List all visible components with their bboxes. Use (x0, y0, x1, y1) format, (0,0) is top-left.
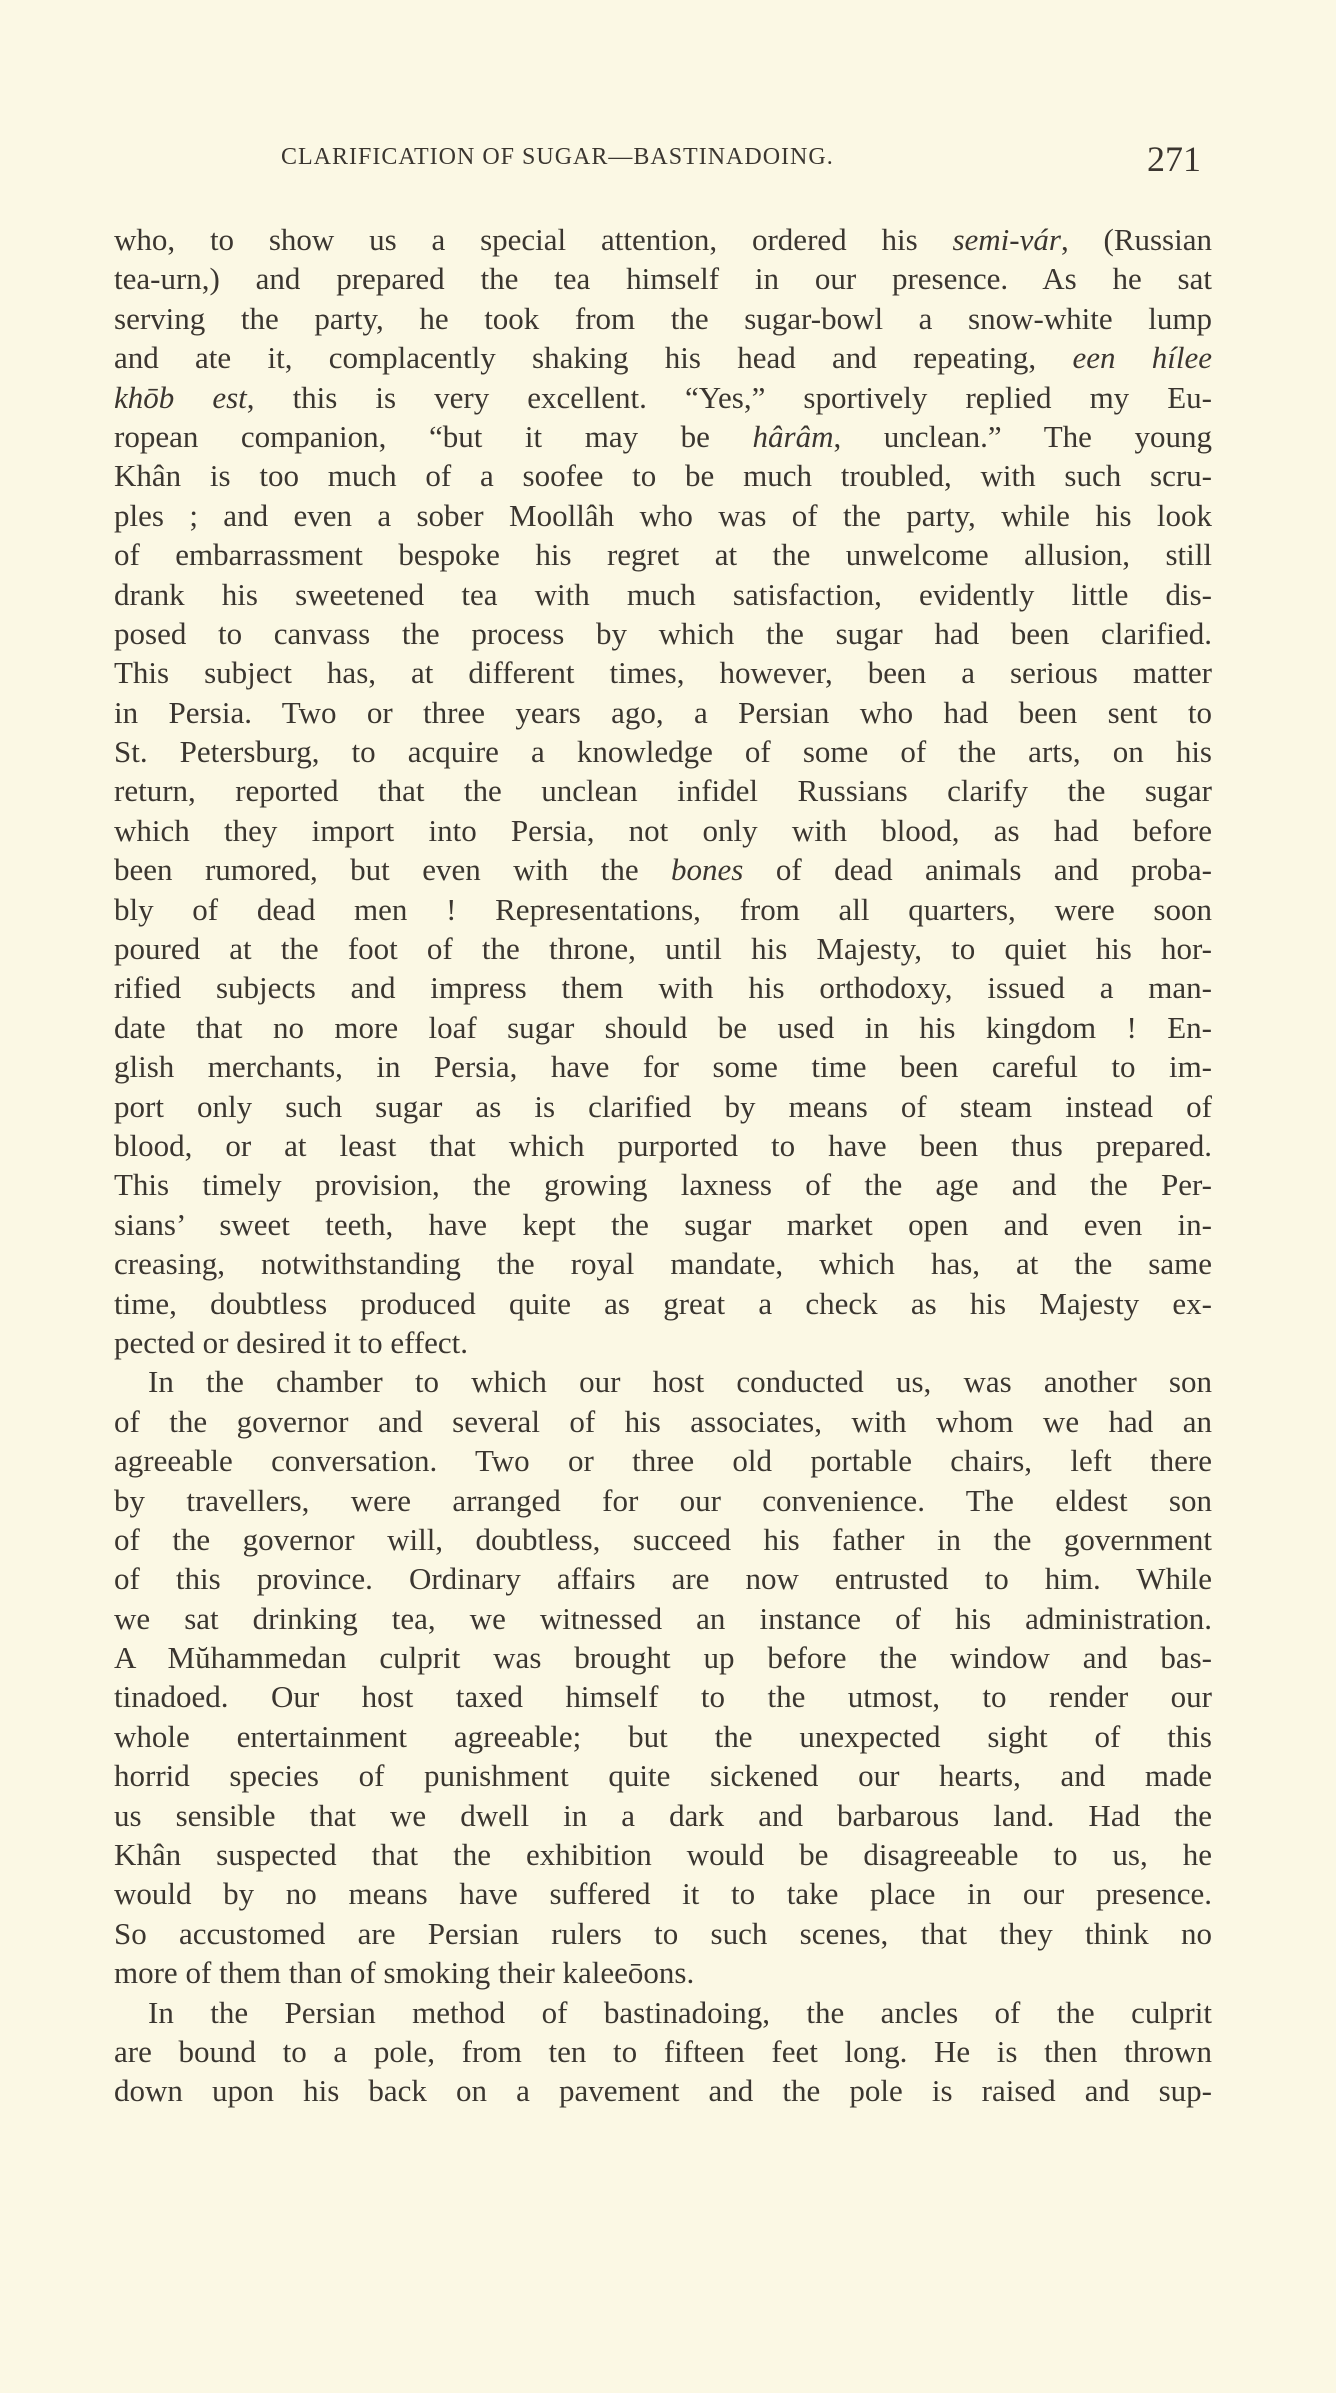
text-span: bly of dead men ! Representations, from all quarters, were soon (114, 891, 1212, 927)
text-line (114, 1008, 1212, 1047)
text-span: who, to show us a special attention, ordered his (114, 222, 953, 257)
text-span: , (Russian (1060, 222, 1212, 257)
text-line (114, 1796, 1212, 1835)
text-line (114, 732, 1212, 771)
text-span: return, reported that the unclean infidel Russians clarify the sugar (114, 773, 1212, 809)
text-span: of this province. Ordinary affairs are now entrusted to him. While (114, 1561, 1212, 1597)
text-line (114, 1953, 1212, 1992)
text-span: poured at the foot of the throne, until his Majesty, to quiet his hor- (114, 931, 1212, 967)
text-span: Khân is too much of a soofee to be much troubled, with such scru- (114, 458, 1212, 494)
text-span: ples ; and even a sober Moollâh who was of the party, while his look (114, 497, 1212, 533)
text-span: down upon his back on a pavement and the pole is raised and sup- (114, 2073, 1212, 2109)
text-span: are bound to a pole, from ten to fifteen feet long. He is then thrown (114, 2033, 1212, 2069)
italic-text: hârâm (752, 418, 834, 454)
text-span: in Persia. Two or three years ago, a Persian who had been sent to (114, 694, 1212, 730)
text-span: , unclean.” The young (833, 418, 1212, 454)
text-line (114, 1835, 1212, 1874)
text-span: of the governor will, doubtless, succeed his father in the government (114, 1521, 1212, 1557)
text-span: and ate it, complacently shaking his head and repeating, (114, 340, 1073, 376)
text-span: creasing, notwithstanding the royal mandate, which has, at the same (114, 1246, 1212, 1282)
text-span: A Mŭhammedan culprit was brought up before the window and bas- (114, 1640, 1212, 1676)
page-number: 271 (1147, 139, 1201, 179)
text-line (114, 968, 1212, 1007)
text-span: So accustomed are Persian rulers to such scenes, that they think no (114, 1915, 1212, 1951)
text-line (114, 1165, 1212, 1204)
text-line (114, 1914, 1212, 1953)
text-span: St. Petersburg, to acquire a knowledge of some of the arts, on his (114, 734, 1212, 770)
text-line (114, 1362, 1212, 1401)
running-head (281, 138, 1201, 178)
text-line (114, 1126, 1212, 1165)
body-text (114, 220, 1212, 2111)
text-line (114, 614, 1212, 653)
text-line (114, 1323, 1212, 1362)
text-span: posed to canvass the process by which the sugar had been clarified. (114, 615, 1212, 651)
text-line (114, 220, 1212, 259)
text-span: by travellers, were arranged for our convenience. The eldest son (114, 1482, 1212, 1518)
italic-text: bones (671, 852, 744, 888)
text-line (114, 1402, 1212, 1441)
text-line (114, 535, 1212, 574)
text-span: sians’ sweet teeth, have kept the sugar market open and even in- (114, 1206, 1212, 1242)
text-line (114, 456, 1212, 495)
text-line (114, 1677, 1212, 1716)
text-span: time, doubtless produced quite as great a check as his Majesty ex- (114, 1285, 1212, 1321)
text-line (114, 575, 1212, 614)
text-span: tinadoed. Our host taxed himself to the utmost, to render our (114, 1679, 1212, 1715)
text-line (114, 1047, 1212, 1086)
text-line (114, 417, 1212, 456)
text-span: This subject has, at different times, however, been a serious matter (114, 655, 1212, 691)
text-span: of embarrassment bespoke his regret at the unwelcome allusion, still (114, 537, 1212, 573)
text-span: Khân suspected that the exhibition would be disagreeable to us, he (114, 1837, 1212, 1873)
text-span: of dead animals and proba- (743, 852, 1212, 888)
text-span: been rumored, but even with the (114, 852, 672, 888)
text-span: horrid species of punishment quite sickened our hearts, and made (114, 1758, 1212, 1794)
text-span: would by no means have suffered it to take place in our presence. (114, 1876, 1212, 1912)
text-line (114, 1638, 1212, 1677)
text-line (114, 1520, 1212, 1559)
text-line (114, 2032, 1212, 2071)
text-line (114, 1874, 1212, 1913)
text-line (114, 338, 1212, 377)
text-span: serving the party, he took from the sugar-bowl a snow-white lump (114, 300, 1212, 336)
text-line (114, 850, 1212, 889)
text-line (114, 890, 1212, 929)
text-span: us sensible that we dwell in a dark and barbarous land. Had the (114, 1797, 1212, 1833)
text-line (114, 929, 1212, 968)
text-span: rified subjects and impress them with his orthodoxy, issued a man- (114, 970, 1212, 1006)
text-span: more of them than of smoking their kaleeōons. (114, 1955, 695, 1991)
text-line (114, 1993, 1212, 2032)
text-span: which they import into Persia, not only with blood, as had before (114, 812, 1212, 848)
text-span: In the chamber to which our host conducted us, was another son (148, 1364, 1212, 1400)
text-line (114, 1244, 1212, 1283)
italic-text: een hílee (1072, 340, 1212, 376)
text-span: date that no more loaf sugar should be used in his kingdom ! En- (114, 1009, 1212, 1045)
text-span: tea-urn,) and prepared the tea himself in our presence. As he sat (114, 261, 1212, 297)
text-span: pected or desired it to effect. (114, 1324, 469, 1360)
text-line (114, 653, 1212, 692)
text-span: agreeable conversation. Two or three old portable chairs, left there (114, 1443, 1212, 1479)
text-line (114, 1205, 1212, 1244)
text-line (114, 771, 1212, 810)
italic-text: semi-vár (952, 222, 1061, 257)
text-line (114, 811, 1212, 850)
text-line (114, 1599, 1212, 1638)
text-line (114, 378, 1212, 417)
text-span: we sat drinking tea, we witnessed an instance of his administration. (114, 1600, 1212, 1636)
text-span: glish merchants, in Persia, have for some time been careful to im- (114, 1049, 1212, 1085)
text-span: This timely provision, the growing laxness of the age and the Per- (114, 1167, 1212, 1203)
text-line (114, 1441, 1212, 1480)
text-line (114, 1559, 1212, 1598)
text-line (114, 2071, 1212, 2110)
text-span: drank his sweetened tea with much satisfaction, evidently little dis- (114, 576, 1212, 612)
text-line (114, 1756, 1212, 1795)
running-head-title: CLARIFICATION OF SUGAR—BASTINADOING. (281, 144, 834, 170)
text-line (114, 1087, 1212, 1126)
text-line (114, 299, 1212, 338)
text-span: whole entertainment agreeable; but the unexpected sight of this (114, 1718, 1212, 1754)
text-line (114, 1284, 1212, 1323)
text-span: port only such sugar as is clarified by means of steam instead of (114, 1088, 1212, 1124)
text-line (114, 1481, 1212, 1520)
text-span: of the governor and several of his associates, with whom we had an (114, 1403, 1212, 1439)
text-line (114, 496, 1212, 535)
text-line (114, 693, 1212, 732)
text-span: In the Persian method of bastinadoing, the ancles of the culprit (148, 1994, 1212, 2030)
text-line (114, 1717, 1212, 1756)
text-line (114, 259, 1212, 298)
italic-text: khōb est (114, 379, 247, 415)
text-span: blood, or at least that which purported to have been thus prepared. (114, 1127, 1212, 1163)
text-span: , this is very excellent. “Yes,” sportively replied my Eu- (246, 379, 1212, 415)
text-span: ropean companion, “but it may be (114, 418, 753, 454)
